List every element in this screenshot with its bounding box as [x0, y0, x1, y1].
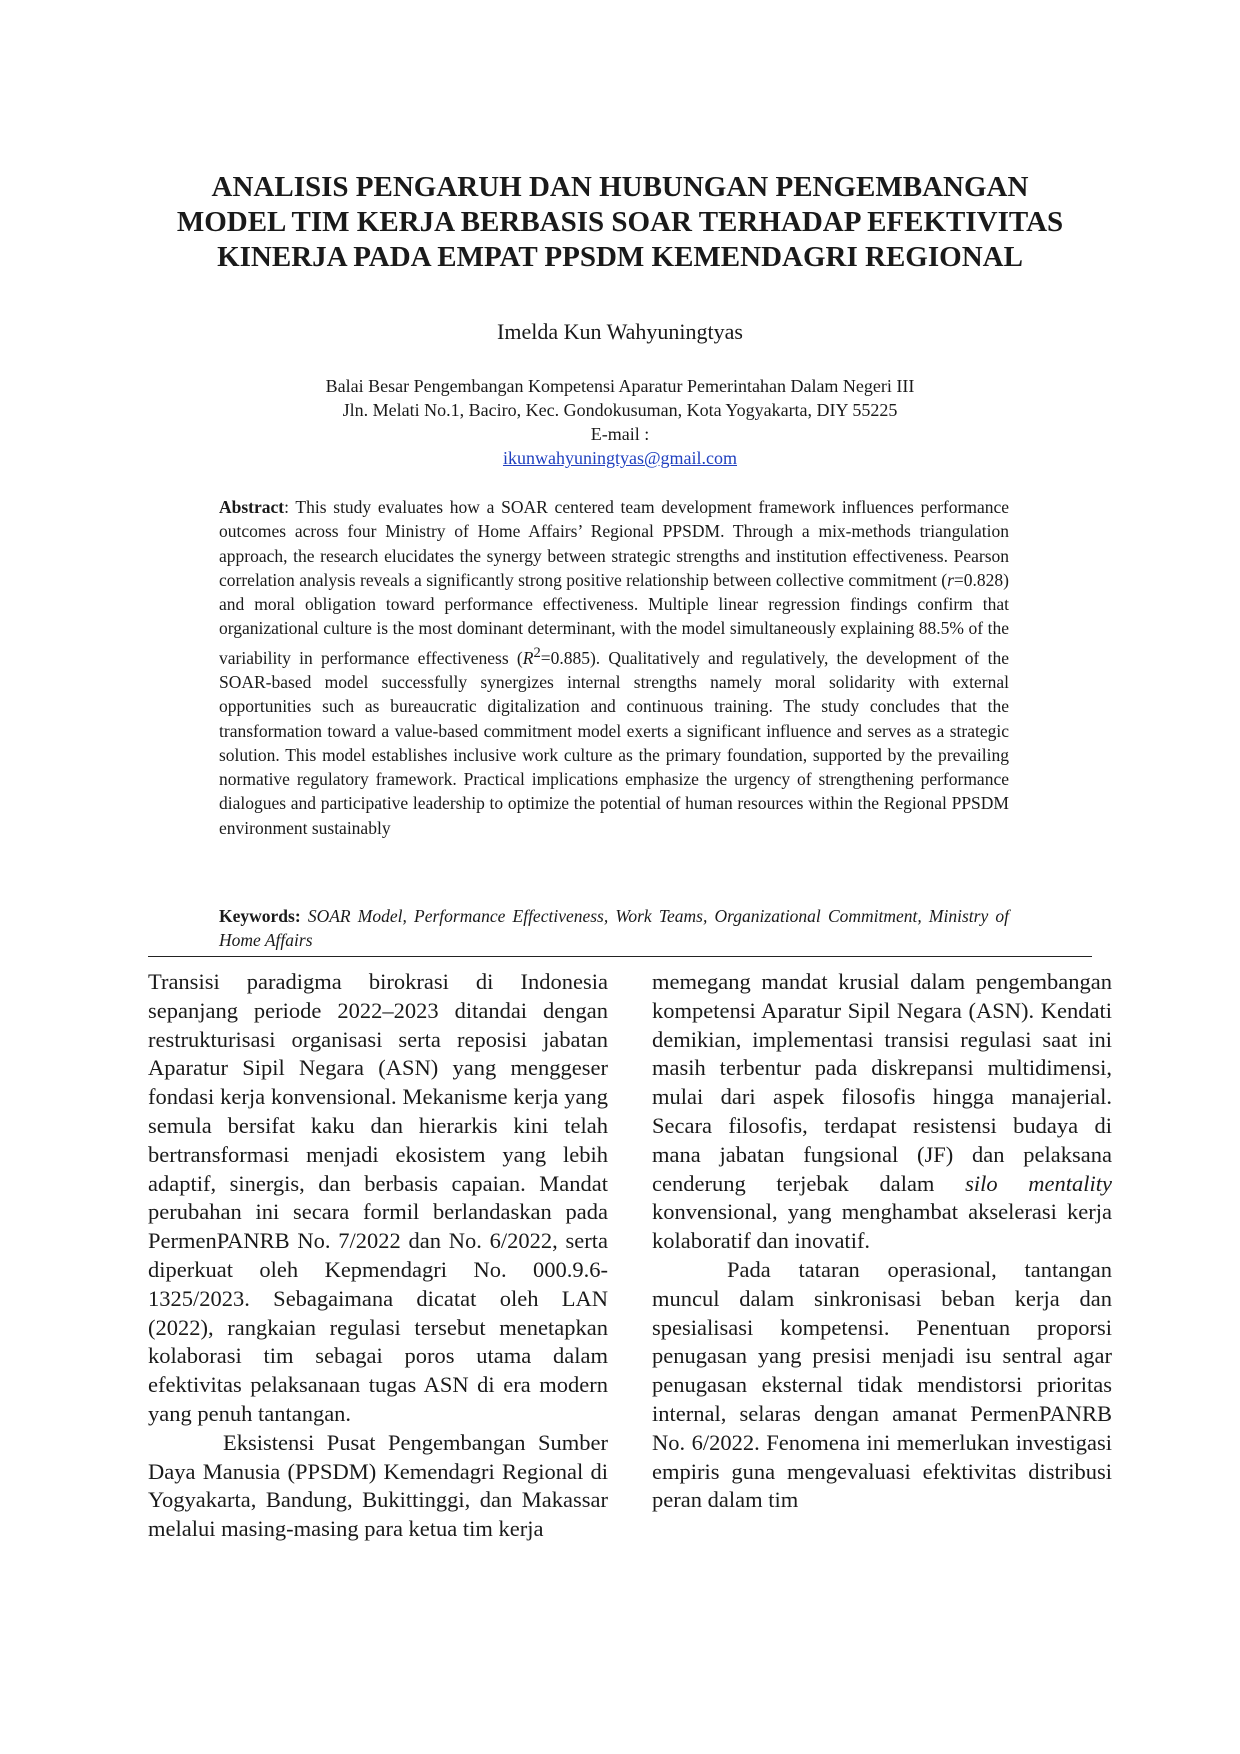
email-line: [0, 422, 1240, 470]
abstract-text: =0.828) and moral obligation toward performance effectiveness. Multiple linear regression findings confirm that organizational culture is the most dominant determinant, with the model simultaneously explaining 88.5% of the variability in performance effectiveness (: [219, 569, 1009, 668]
abstract-r-symbol: r: [947, 569, 954, 590]
body-text: memegang mandat krusial dalam pengembangan kompetensi Aparatur Sipil Negara (ASN). Kendati demikian, implementasi transisi regulasi saat ini masih terbentur pada diskrepansi multidimensi, mulai dari aspek filosofis hingga manajerial. Secara filosofis, terdapat resistensi budaya di mana jabatan fungsional (JF) dan pelaksana cenderung terjebak dalam: [652, 969, 1112, 1196]
body-paragraph: Eksistensi Pusat Pengembangan Sumber Daya Manusia (PPSDM) Kemendagri Regional di Yogyakarta, Bandung, Bukittinggi, dan Makassar melalui masing-masing para ketua tim kerja: [148, 1429, 608, 1542]
abstract-text: =0.885). Qualitatively and regulatively, the development of the SOAR-based model successfully synergizes internal strengths namely moral solidarity with external opportunities such as bureaucratic digitalization and continuous training. The study concludes that the transformation toward a value-based commitment model exerts a significant influence and serves as a strategic solution. This model establishes inclusive work culture as the primary foundation, supported by the prevailing normative regulatory framework. Practical implications emphasize the urgency of strengthening performance dialogues and participative leadership to optimize the potential of human resources within the Regional PPSDM environment sustainably: [219, 647, 1009, 838]
section-divider: [148, 956, 1092, 957]
body-paragraph: Transisi paradigma birokrasi di Indonesia sepanjang periode 2022–2023 ditandai dengan restrukturisasi organisasi serta reposisi jabatan Aparatur Sipil Negara (ASN) yang menggeser fondasi kerja konvensional. Mekanisme kerja yang semula bersifat kaku dan hierarkis kini telah bertransformasi menjadi ekosistem yang lebih adaptif, sinergis, dan berbasis capaian. Mandat perubahan ini secara formil berlandaskan pada PermenPANRB No. 7/2022 dan No. 6/2022, serta diperkuat oleh Kepmendagri No. 000.9.6-1325/2023. Sebagaimana dicatat oleh LAN (2022), rangkaian regulasi tersebut menetapkan kolaborasi tim sebagai poros utama dalam efektivitas pelaksanaan tugas ASN di era modern yang penuh tantangan.: [148, 969, 608, 1426]
affiliation-block: [0, 374, 1240, 470]
email-label: E-mail :: [590, 424, 650, 444]
abstract-text: : This study evaluates how a SOAR centered team development framework influences performance outcomes across four Ministry of Home Affairs’ Regional PPSDM. Through a mix-methods triangulation approach, the research elucidates the synergy between strategic strengths and institution effectiveness. Pearson correlation analysis reveals a significantly strong positive relationship between collective commitment (: [219, 497, 1009, 590]
paper-title: [140, 170, 1100, 275]
body-text: konvensional, yang menghambat akselerasi kerja kolaboratif dan inovatif.: [652, 1199, 1112, 1254]
abstract: [219, 495, 1009, 840]
author-name: Imelda Kun Wahyuningtyas: [497, 319, 743, 344]
abstract-r2-superscript: 2: [533, 644, 541, 661]
body-column-left: [148, 968, 608, 1544]
title-line: ANALISIS PENGARUH DAN HUBUNGAN PENGEMBANGAN: [211, 171, 1029, 203]
keywords-label: Keywords:: [219, 906, 301, 926]
keywords: [219, 904, 1009, 953]
affiliation-institution: Balai Besar Pengembangan Kompetensi Aparatur Pemerintahan Dalam Negeri III: [325, 376, 915, 396]
body-paragraph: [652, 968, 1112, 1256]
affiliation-address: Jln. Melati No.1, Baciro, Kec. Gondokusuman, Kota Yogyakarta, DIY 55225: [342, 400, 898, 420]
keywords-values: SOAR Model, Performance Effectiveness, Work Teams, Organizational Commitment, Ministry of Home Affairs: [219, 906, 1010, 951]
body-column-right: [652, 968, 1112, 1515]
abstract-r2-symbol: R: [522, 647, 534, 668]
title-line: KINERJA PADA EMPAT PPSDM KEMENDAGRI REGIONAL: [217, 241, 1023, 273]
body-paragraph: Pada tataran operasional, tantangan muncul dalam sinkronisasi beban kerja dan spesialisasi kompetensi. Penentuan proporsi penugasan yang presisi menjadi isu sentral agar penugasan eksternal tidak mendistorsi prioritas internal, selaras dengan amanat PermenPANRB No. 6/2022. Fenomena ini memerlukan investigasi empiris guna mengevaluasi efektivitas distribusi peran dalam tim: [652, 1256, 1112, 1513]
body-emphasis: silo mentality: [965, 1170, 1112, 1196]
email-link[interactable]: ikunwahyuningtyas@gmail.com: [502, 448, 738, 468]
title-line: MODEL TIM KERJA BERBASIS SOAR TERHADAP EFEKTIVITAS: [176, 206, 1064, 238]
abstract-label: Abstract: [219, 497, 285, 517]
